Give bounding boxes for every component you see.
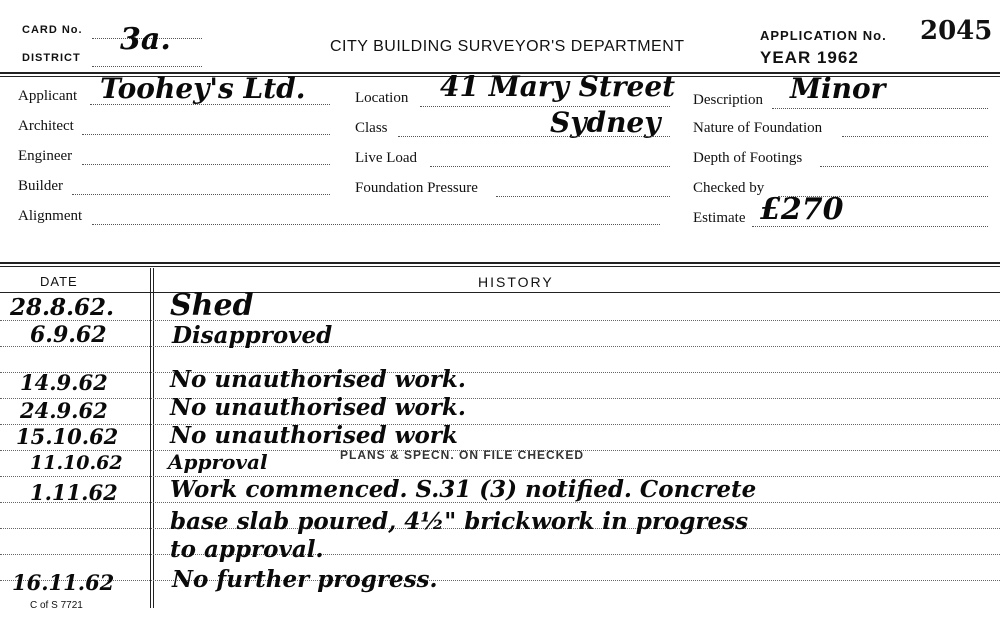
history-rule [0, 398, 1000, 399]
applicant-label: Applicant [18, 88, 78, 104]
approval-stamp: PLANS & SPECN. ON FILE CHECKED [340, 448, 585, 462]
history-date: 6.9.62 [30, 322, 107, 348]
architect-line [82, 134, 330, 135]
location-value-line1: 41 Mary Street [440, 70, 676, 103]
history-header-rule [0, 292, 1000, 293]
history-date: 1.11.62 [30, 480, 118, 505]
alignment-label: Alignment [18, 208, 83, 224]
application-number: 2045 [920, 16, 993, 46]
depth-of-footings-line [820, 166, 988, 167]
live-load-label: Live Load [355, 150, 418, 166]
applicant-value: Toohey's Ltd. [100, 72, 306, 105]
history-date: 14.9.62 [20, 370, 108, 395]
foundation-pressure-line [496, 196, 670, 197]
district-line [92, 66, 202, 67]
architect-label: Architect [18, 118, 74, 134]
depth-of-footings-label: Depth of Footings [693, 150, 803, 166]
history-date: 28.8.62. [10, 294, 115, 321]
description-value: Minor [790, 72, 886, 105]
date-column-divider-2 [153, 268, 154, 608]
description-label: Description [693, 92, 763, 108]
fields-rule [0, 262, 1000, 264]
department-title: CITY BUILDING SURVEYOR'S DEPARTMENT [330, 38, 685, 55]
history-rule [0, 320, 1000, 321]
history-rule [0, 554, 1000, 555]
district-label: DISTRICT [22, 52, 81, 64]
description-line [772, 108, 988, 109]
live-load-line [430, 166, 670, 167]
date-column-divider [150, 268, 151, 608]
history-text: Work commenced. S.31 (3) notified. Concrete [170, 476, 757, 503]
class-label: Class [355, 120, 388, 136]
nature-of-foundation-label: Nature of Foundation [693, 120, 823, 136]
history-date: 11.10.62 [30, 452, 123, 474]
location-label: Location [355, 90, 409, 106]
history-rule [0, 580, 1000, 581]
history-text: Approval [168, 450, 268, 474]
estimate-value: £270 [760, 192, 844, 227]
fields-rule-2 [0, 266, 1000, 267]
engineer-line [82, 164, 330, 165]
form-number: C of S 7721 [30, 600, 83, 611]
history-text: No further progress. [172, 566, 438, 593]
builder-label: Builder [18, 178, 63, 194]
history-rule [0, 372, 1000, 373]
history-column-header: HISTORY [478, 274, 554, 290]
history-date: 16.11.62 [12, 570, 115, 595]
checked-by-label: Checked by [693, 180, 765, 196]
estimate-label: Estimate [693, 210, 746, 226]
application-label: APPLICATION No. [760, 28, 887, 43]
history-date: 15.10.62 [16, 424, 119, 449]
history-text: No unauthorised work. [170, 366, 466, 393]
card-no-value: 3a. [120, 22, 171, 57]
engineer-label: Engineer [18, 148, 73, 164]
card-no-label: CARD No. [22, 24, 83, 36]
nature-of-foundation-line [842, 136, 988, 137]
date-column-header: DATE [40, 274, 78, 289]
year-label: YEAR 1962 [760, 48, 859, 67]
class-line [398, 136, 670, 137]
history-rule [0, 424, 1000, 425]
builder-line [72, 194, 330, 195]
history-date: 24.9.62 [20, 398, 108, 423]
history-rule [0, 346, 1000, 347]
history-text: base slab poured, 4½" brickwork in progress [170, 508, 749, 535]
history-text: Shed [170, 288, 254, 323]
alignment-line [92, 224, 660, 225]
history-text: Disapproved [172, 322, 333, 349]
foundation-pressure-label: Foundation Pressure [355, 180, 478, 196]
history-text: to approval. [170, 536, 324, 563]
location-value-line2: Sydney [550, 106, 661, 139]
history-text: No unauthorised work [170, 422, 458, 449]
history-text: No unauthorised work. [170, 394, 466, 421]
